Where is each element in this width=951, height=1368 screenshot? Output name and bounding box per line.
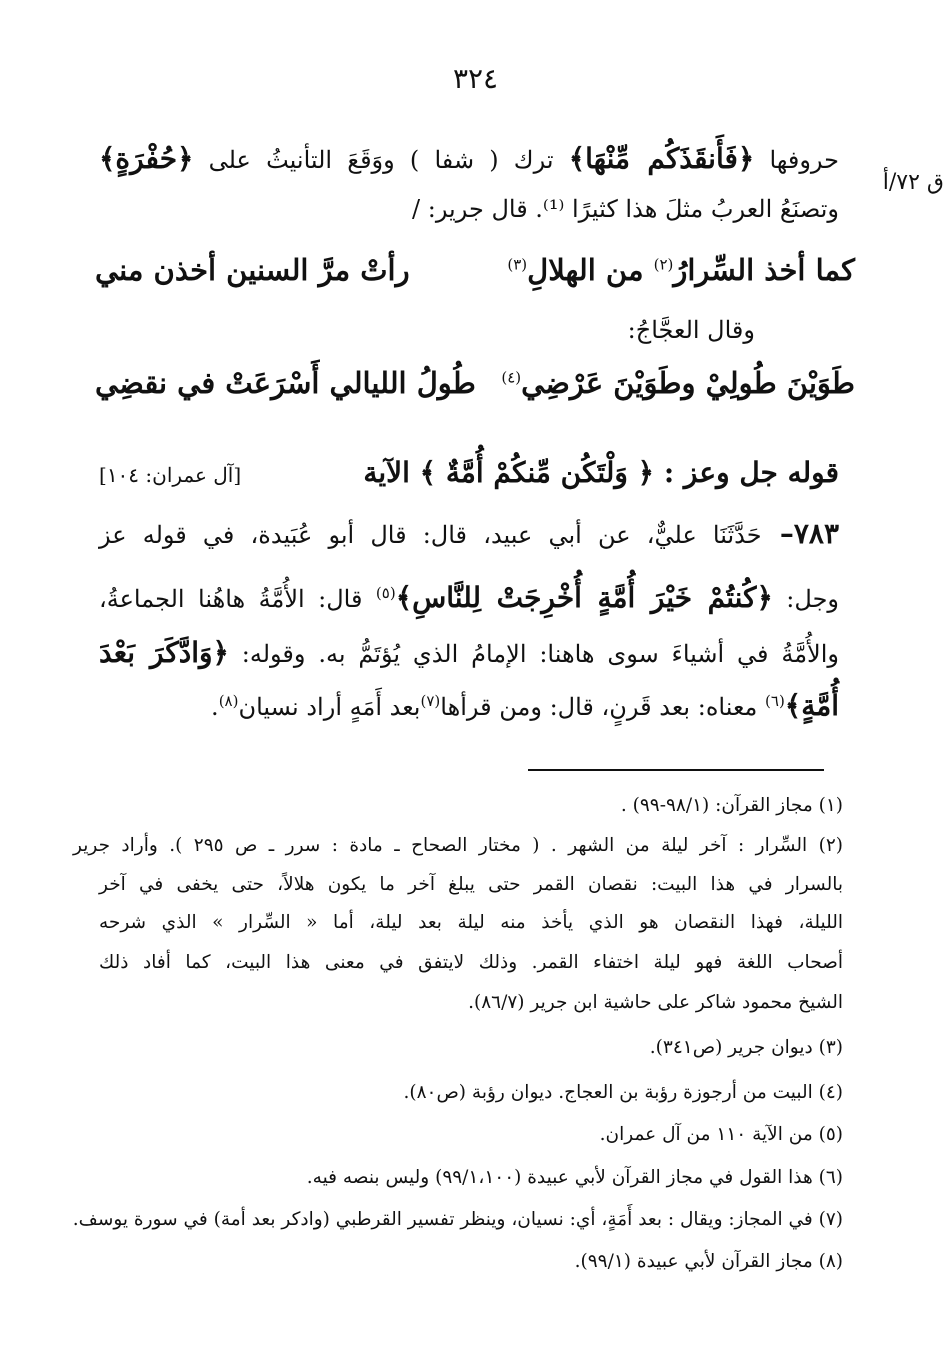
- verse-text: كما أخذ السِّرارُ: [673, 253, 855, 287]
- footnote-2-line-3: الليلة، فهذا النقصان هو الذي يأخذ منه ليلة بعد ليلة، أما « السِّرار » الذي شرحه: [99, 912, 843, 933]
- margin-note: ق ٧٢/أ: [882, 170, 944, 195]
- text-run: حَدَّثَنَا عليٌّ، عن أبي عبيد، قال: قال أبو عُبَيدة، في قوله عز: [99, 521, 762, 549]
- para-line-2: [99, 581, 839, 614]
- footnote-2-line-5: الشيخ محمود شاكر على حاشية ابن جرير (٨٦/٧).: [468, 992, 843, 1013]
- verse-hemistich-2: [501, 366, 855, 400]
- text-run: والأُمَّةُ في أشياءَ سوى هاهنا: الإمامُ الذي يُؤتَمُّ به. وقوله:: [228, 640, 839, 668]
- quran-quote: ﴿حُفْرَةٍ﴾: [99, 142, 194, 175]
- footnote-8: (٨) مجاز القرآن لأبي عبيدة (٩٩/١).: [574, 1251, 843, 1272]
- verse-text: من الهلالِ: [527, 253, 654, 287]
- text-run: قال: الأُمَّةُ هاهُنا الجماعةُ،: [99, 585, 376, 613]
- footnote-1: (١) مجاز القرآن: (٩٨/١-٩٩) .: [620, 795, 843, 816]
- footnote-2-line-2: بالسرار في هذا البيت: نقصان القمر حتى يبلغ آخر ما يكون هلالاً، حتى يخفى في آخر: [99, 874, 843, 895]
- footnote-ref: (٤): [501, 368, 522, 387]
- quran-quote: أُمَّةٍ﴾: [784, 689, 839, 722]
- hadith-number: ٧٨٣–: [761, 517, 840, 550]
- page-number: ٣٢٤: [452, 62, 499, 95]
- footnote-2-line-1: (٢) السِّرار : آخر ليلة من الشهر . ( مختار الصحاح ـ مادة : سرر ـ ص ٢٩٥ ). وأراد جرير: [73, 835, 843, 856]
- intro-ajjaj: وقال العجَّاجُ:: [627, 316, 755, 344]
- footnote-6: (٦) هذا القول في مجاز القرآن لأبي عبيدة (٩٩/١،١٠٠) وليس بنصه فيه.: [306, 1167, 843, 1188]
- verse-hemistich-2: [507, 253, 855, 287]
- text-run: ترك ( شفا ) ووَقَعَ التأنيثُ على: [193, 146, 569, 174]
- body-line-1: [99, 142, 839, 175]
- footnote-7: (٧) في المجاز: ويقال : بعد أَمَةٍ، أي: نسيان، وينظر تفسير القرطبي (وادكر بعد أمة) في سورة يوسف.: [72, 1209, 843, 1230]
- text-run: حروفها: [754, 146, 839, 174]
- footnote-4: (٤) البيت من أرجوزة رؤبة بن العجاج. ديوان رؤبة (ص٨٠).: [403, 1082, 843, 1103]
- footnote-5: (٥) من الآية ١١٠ من آل عمران.: [599, 1124, 843, 1145]
- body-line-2: وتصنَعُ العربُ مثلَ هذا كثيرًا ⁽¹⁾. قال جرير: /: [412, 195, 839, 223]
- para-line-1: [99, 517, 840, 550]
- verse-reference: [آل عمران: ١٠٤]: [99, 463, 242, 487]
- footnote-3: (٣) ديوان جرير (ص٣٤١).: [649, 1037, 843, 1058]
- footnote-ref: (٦): [765, 692, 785, 710]
- para-line-4: [99, 689, 839, 722]
- poem-verse-jarir: [95, 253, 855, 287]
- para-line-3: [99, 636, 839, 669]
- verse-text: طَوَيْنَ طُولِيْ وطَوَيْنَ عَرْضِي: [521, 366, 855, 400]
- text-run: بعد أَمَهٍ أراد نسيان: [238, 693, 421, 721]
- poem-verse-ajjaj: [95, 366, 855, 400]
- section-heading: [99, 456, 839, 489]
- footnote-ref: (٢): [653, 255, 674, 274]
- footnote-2-line-4: أصحاب اللغة فهو ليلة اختفاء القمر. وذلك لايتفق في معنى هذا البيت، كما أفاد ذلك: [99, 952, 843, 973]
- footnote-ref: (٥): [375, 584, 396, 602]
- footnote-ref: (٣): [507, 255, 528, 274]
- quran-quote: ﴿وَادَّكَرَ بَعْدَ: [99, 636, 229, 669]
- text-run: .: [211, 693, 219, 721]
- quran-quote: ﴿فَأَنقَذَكُم مِّنْهَا﴾: [568, 142, 755, 175]
- quran-quote: ﴿كُنتُمْ خَيْرَ أُمَّةٍ أُخْرِجَتْ لِلنَّاسِ﴾: [395, 581, 773, 614]
- verse-hemistich-1: رأتْ مرَّ السنين أخذن مني: [95, 253, 410, 287]
- verse-hemistich-1: طُولُ الليالي أَسْرَعَتْ في نقضِي: [95, 366, 476, 400]
- heading-text: قوله جل وعز : ﴿ وَلْتَكُن مِّنكُمْ أُمَّةٌ ﴾ الآية: [363, 456, 839, 489]
- footnote-divider: [528, 769, 824, 771]
- footnote-ref: (٨): [218, 692, 239, 710]
- text-run: وجل:: [772, 585, 839, 613]
- text-run: معناه: بعد قَرنٍ، قال: ومن قرأها: [440, 693, 766, 721]
- footnote-ref: (٧): [420, 692, 441, 710]
